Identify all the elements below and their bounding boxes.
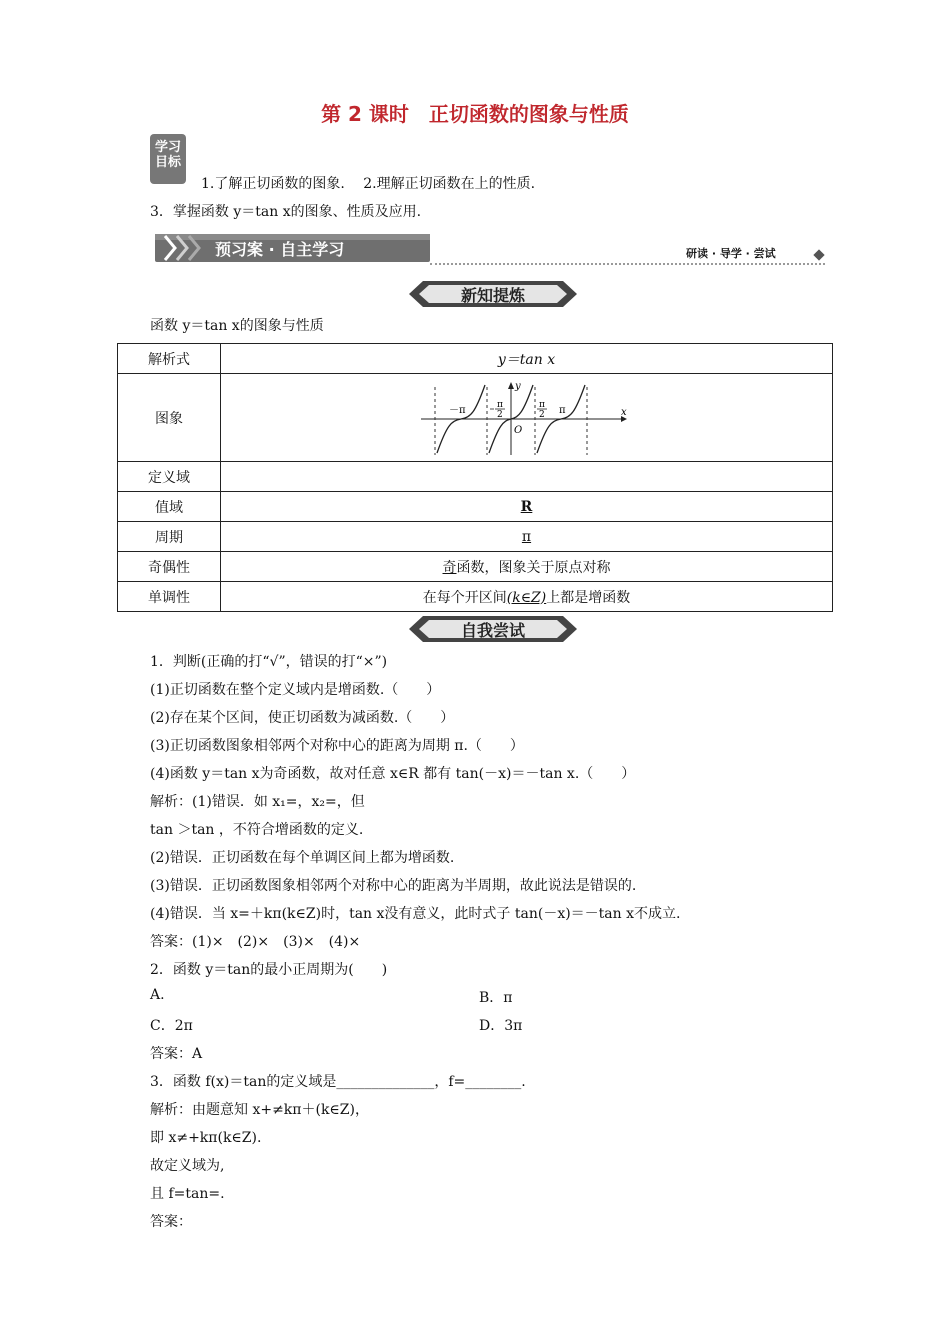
text-line: 且 f=tan=.: [150, 1186, 225, 1202]
objective-line-1: 1.了解正切函数的图象. 2.理解正切函数在上的性质.: [201, 176, 536, 192]
text-line: 解析：由题意知 x+≠kπ＋(k∈Z)，: [150, 1102, 369, 1118]
text-line: (1)正切函数在整个定义域内是增函数.（ ）: [150, 682, 441, 698]
underlined-term: 奇: [442, 559, 457, 576]
choice-a: A.: [150, 987, 165, 1003]
row-value: [221, 462, 833, 492]
pill-label: 新知提炼: [460, 286, 525, 305]
pill-label: 自我尝试: [460, 621, 525, 640]
page-title: 第 2 课时 正切函数的图象与性质: [321, 102, 629, 126]
tangent-graph: [417, 377, 637, 459]
choice-c: C．2π: [150, 1018, 193, 1034]
row-value: π: [221, 522, 833, 552]
text-line: 答案：: [150, 1214, 192, 1230]
row-value: [221, 582, 833, 612]
value-post: 上都是增函数: [546, 589, 631, 606]
objective-line-2: 3．掌握函数 y＝tan x的图象、性质及应用.: [150, 204, 422, 220]
row-header: 图象: [118, 374, 221, 462]
label-x: x: [620, 406, 627, 418]
text-line: 3．函数 f(x)＝tan的定义域是______________，f=________.: [150, 1074, 526, 1090]
table-row: [118, 582, 833, 612]
banner-right-text: 研读 · 导学 · 尝试: [686, 247, 776, 260]
answer-2: 答案：A: [150, 1046, 203, 1062]
badge-line2: 目标: [154, 155, 181, 170]
table-row: [118, 552, 833, 582]
label-neg-half-pi-num: π: [496, 399, 503, 410]
row-header: 单调性: [118, 582, 221, 612]
section-pill-new-knowledge: [409, 280, 577, 312]
text-line: (3)正切函数图象相邻两个对称中心的距离为周期 π.（ ）: [150, 738, 524, 754]
graph-cell: [221, 374, 833, 462]
underlined-term: (k∈Z): [506, 589, 547, 606]
banner-label: 预习案 · 自主学习: [215, 240, 345, 259]
text-line: 故定义域为,: [150, 1158, 225, 1174]
text-line: (2)错误．正切函数在每个单调区间上都为增函数.: [150, 850, 455, 866]
badge-line1: 学习: [154, 140, 181, 155]
label-y: y: [514, 380, 521, 392]
row-header: 定义域: [118, 462, 221, 492]
label-origin: O: [513, 424, 522, 436]
text-line: 1．判断(正确的打“√”，错误的打“×”): [150, 654, 388, 670]
text-line: tan ＞tan ，不符合增函数的定义.: [150, 822, 364, 838]
table-row: [118, 344, 833, 374]
label-pi: π: [558, 404, 566, 416]
text-line: (3)错误．正切函数图象相邻两个对称中心的距离为半周期，故此说法是错误的.: [150, 878, 637, 894]
label-half-pi-den: 2: [538, 409, 545, 420]
text-line: 即 x≠+kπ(k∈Z).: [150, 1130, 262, 1146]
table-row: [118, 522, 833, 552]
row-value: [221, 552, 833, 582]
value-pre: 在每个开区间: [422, 589, 507, 606]
label-neg-half-pi-den: 2: [496, 409, 503, 420]
table-row: [118, 462, 833, 492]
intro-text: 函数 y＝tan x的图象与性质: [150, 318, 324, 334]
row-value: R: [221, 492, 833, 522]
row-header: 解析式: [118, 344, 221, 374]
label-half-pi-num: π: [538, 399, 545, 410]
text-line: (4)错误．当 x=＋kπ(k∈Z)时，tan x没有意义，此时式子 tan(－x)＝－tan x不成立.: [150, 906, 681, 922]
diamond-icon: [813, 249, 824, 260]
text-line: (2)存在某个区间，使正切函数为减函数.（ ）: [150, 710, 455, 726]
learning-goal-badge: [150, 134, 186, 184]
row-header: 奇偶性: [118, 552, 221, 582]
table-row: [118, 374, 833, 462]
text-line: (4)函数 y＝tan x为奇函数，故对任意 x∈R 都有 tan(－x)＝－tan x.（ ）: [150, 766, 636, 782]
banner-rule: [430, 263, 825, 265]
choice-d: D．3π: [479, 1018, 523, 1034]
text-line: 答案：(1)× (2)× (3)× (4)×: [150, 934, 361, 950]
text-line: 解析：(1)错误．如 x₁=，x₂=，但: [150, 794, 365, 810]
row-value: y＝tan x: [221, 344, 833, 374]
properties-table: [117, 343, 833, 612]
section-pill-self-test: [409, 615, 577, 647]
choice-b: B．π: [479, 990, 513, 1006]
row-header: 周期: [118, 522, 221, 552]
preview-banner: [155, 232, 430, 264]
row-header: 值域: [118, 492, 221, 522]
table-row: [118, 492, 833, 522]
value-rest: 函数，图象关于原点对称: [456, 559, 611, 576]
text-line: 2．函数 y＝tan的最小正周期为( ): [150, 962, 388, 978]
label-neg-pi: －π: [448, 404, 466, 416]
